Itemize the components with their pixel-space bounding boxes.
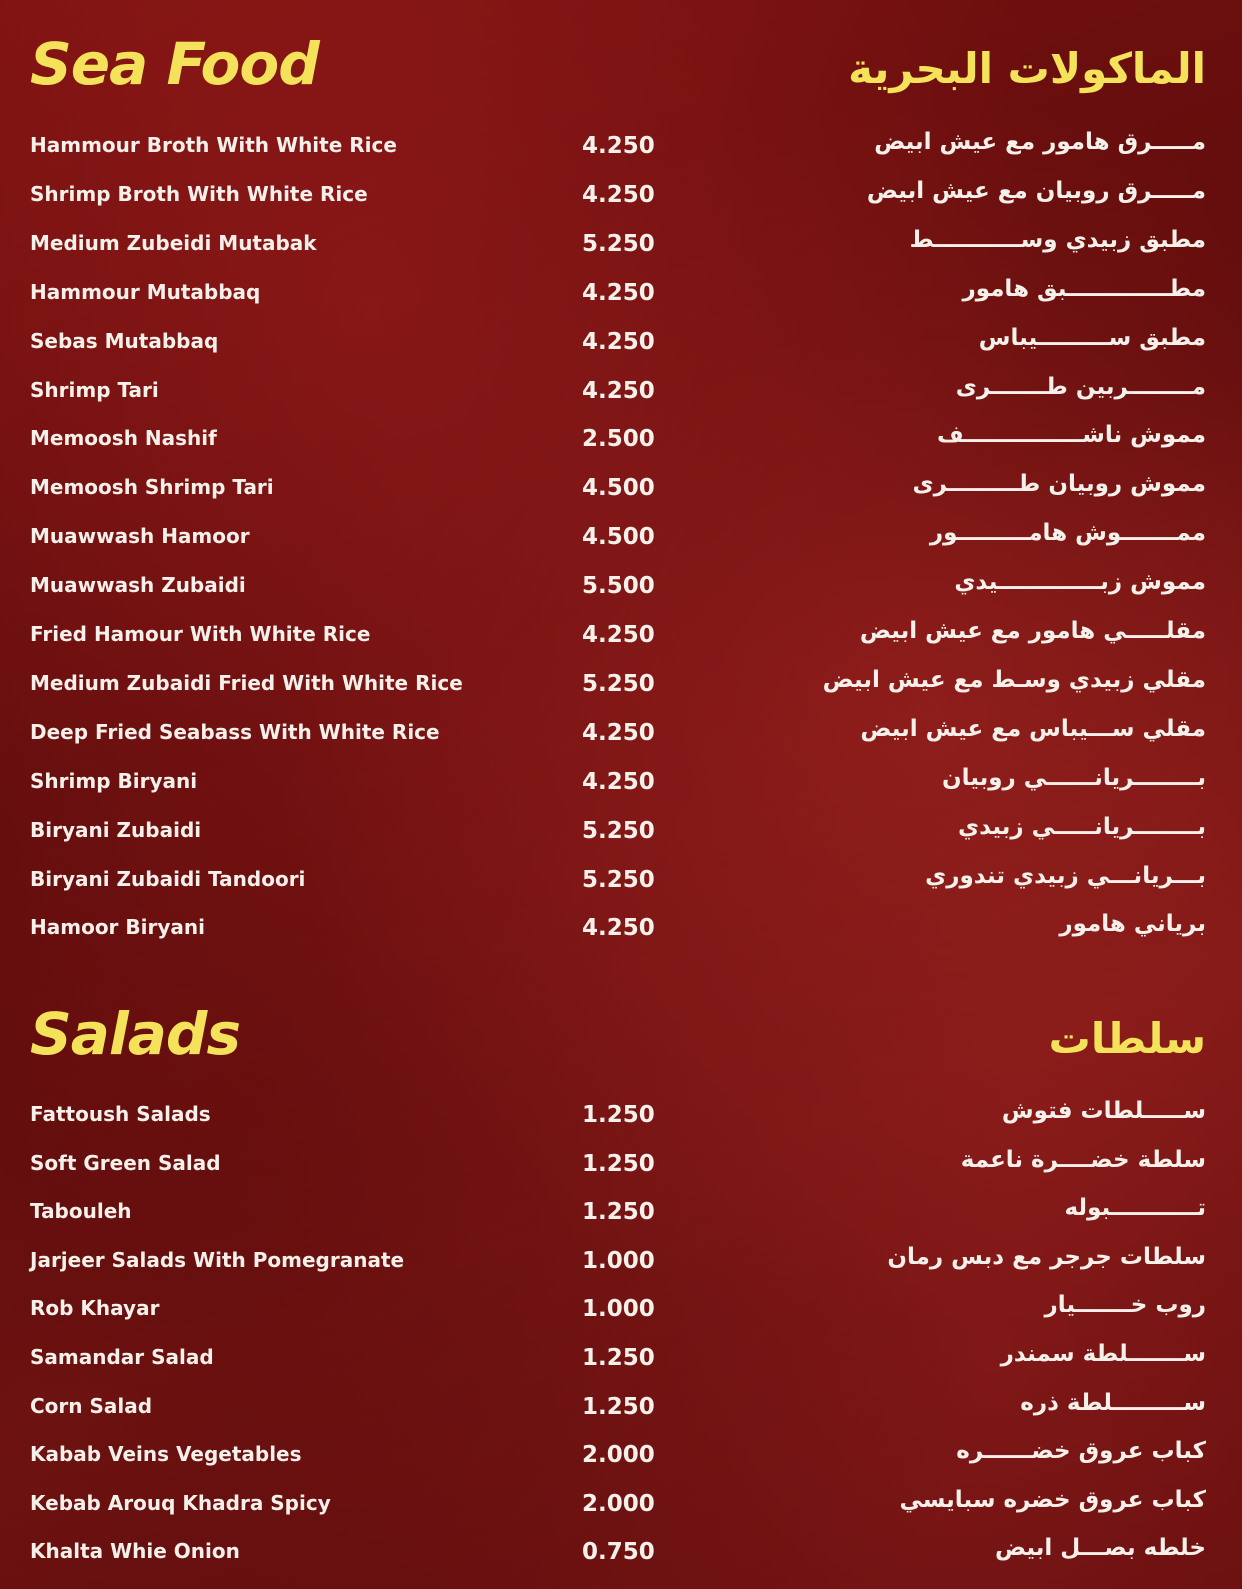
menu-item-name-en: Memoosh Shrimp Tari (30, 475, 274, 500)
menu-item-name-en: Kebab Arouq Khadra Spicy (30, 1490, 331, 1515)
menu-item-name-ar: بــــــــريانــــــي روبيان (941, 764, 1206, 791)
menu-item-row (0, 1292, 1242, 1336)
seafood-title-ar: الماكولات البحرية (848, 44, 1206, 93)
menu-item-row (0, 1486, 1242, 1531)
menu-item-price: 2.500 (582, 426, 655, 453)
menu-item-name-ar: برياني هامور (1059, 911, 1206, 938)
menu-item-name-ar: ســـــلطات فتوش (1001, 1098, 1206, 1124)
menu-item-row (0, 618, 1242, 662)
menu-item-name-ar: مـــــرق هامور مع عيش ابيض (874, 129, 1206, 155)
menu-item-name-ar: مطبق زبيدي وســـــــــــط (909, 226, 1206, 253)
menu-item-price: 1.250 (582, 1345, 655, 1371)
menu-item-name-ar: مقلـــــي هامور مع عيش ابيض (859, 618, 1206, 644)
menu-item-name-en: Jarjeer Salads With Pomegranate (30, 1247, 405, 1272)
menu-item-name-ar: مـــــرق روبيان مع عيش ابيض (866, 177, 1206, 204)
menu-item-name-en: Rob Khayar (30, 1296, 160, 1321)
menu-item-row (0, 764, 1242, 809)
menu-item-price: 4.250 (582, 915, 655, 942)
menu-item-name-ar: مموش ناشـــــــــــــــف (936, 422, 1206, 449)
menu-item-name-en: Hamoor Biryani (30, 915, 205, 940)
menu-item-name-en: Muawwash Hamoor (30, 524, 250, 549)
menu-item-price: 5.250 (582, 866, 655, 893)
menu-item-row (0, 569, 1242, 613)
menu-item-name-en: Muawwash Zubaidi (30, 573, 246, 598)
menu-item-price: 4.250 (582, 768, 655, 795)
menu-item-row (0, 1535, 1242, 1579)
menu-item-price: 5.250 (582, 230, 655, 257)
menu-item-row (0, 373, 1242, 418)
menu-item-name-en: Biryani Zubaidi (30, 817, 202, 842)
menu-item-row (0, 1438, 1242, 1482)
menu-item-price: 4.250 (582, 279, 655, 306)
menu-item-name-en: Sebas Mutabbaq (30, 328, 219, 353)
menu-item-row (0, 324, 1242, 369)
menu-item-row (0, 1098, 1242, 1142)
menu-item-name-ar: مموش زبـــــــــــــيدي (954, 569, 1206, 596)
menu-item-name-en: Soft Green Salad (30, 1150, 221, 1175)
menu-item-row (0, 177, 1242, 222)
menu-item-name-ar: تـــــــــــبوله (1064, 1195, 1206, 1222)
menu-item-price: 5.250 (582, 817, 655, 844)
menu-item-name-ar: ممـــــــوش هامـــــــــور (929, 520, 1206, 547)
menu-item-row (0, 520, 1242, 564)
menu-item-name-ar: سلطات جرجر مع دبس رمان (887, 1243, 1206, 1270)
menu-item-name-en: Deep Fried Seabass With White Rice (30, 719, 440, 744)
menu-item-name-ar: بـــريانـــي زبيدي تندوري (925, 862, 1206, 889)
menu-item-row (0, 715, 1242, 760)
menu-item-name-ar: بــــــــريانـــــي زبيدي (958, 813, 1206, 840)
menu-item-name-en: Hammour Mutabbaq (30, 279, 261, 304)
seafood-title-en: Sea Food (30, 30, 319, 98)
menu-item-price: 5.250 (582, 670, 655, 697)
menu-item-name-ar: مقلي ســـيباس مع عيش ابيض (860, 715, 1206, 742)
salads-title-ar: سلطات (1048, 1014, 1206, 1063)
menu-item-price: 0.750 (582, 1539, 655, 1566)
menu-item-name-en: Biryani Zubaidi Tandoori (30, 866, 306, 891)
menu-item-price: 1.250 (582, 1150, 655, 1177)
menu-item-row (0, 1243, 1242, 1288)
salads-section (0, 960, 1242, 1589)
menu-item-row (0, 129, 1242, 173)
menu-item-name-ar: روب خـــــــيار (1044, 1292, 1206, 1319)
menu-item-price: 1.250 (582, 1393, 655, 1420)
menu-item-price: 4.250 (582, 622, 655, 648)
menu-item-row (0, 862, 1242, 907)
menu-item-row (0, 1341, 1242, 1385)
menu-item-name-ar: سلطة خضــــرة ناعمة (960, 1146, 1206, 1173)
menu-item-price: 4.250 (582, 133, 655, 159)
menu-item-name-en: Khalta Whie Onion (30, 1539, 240, 1564)
menu-item-name-ar: مموش روبيان طـــــــــرى (912, 471, 1206, 498)
menu-item-name-en: Fried Hamour With White Rice (30, 622, 371, 646)
menu-item-row (0, 666, 1242, 711)
menu-item-row (0, 1195, 1242, 1239)
menu-item-name-en: Hammour Broth With White Rice (30, 133, 397, 157)
salads-title-en: Salads (30, 1000, 240, 1068)
menu-item-price: 2.000 (582, 1442, 655, 1469)
menu-item-name-ar: ســـــــــلطة ذره (1020, 1389, 1206, 1416)
menu-item-name-en: Memoosh Nashif (30, 426, 217, 451)
menu-item-name-ar: مطبق ســـــــــيباس (978, 324, 1206, 351)
menu-item-price: 1.250 (582, 1199, 655, 1226)
menu-item-name-en: Medium Zubaidi Fried With White Rice (30, 670, 463, 695)
menu-item-name-ar: كباب عروق خضــــــره (956, 1438, 1206, 1465)
menu-item-name-ar: مــــــــربين طـــــــرى (955, 373, 1206, 400)
menu-item-row (0, 813, 1242, 858)
menu-item-price: 1.250 (582, 1102, 655, 1128)
menu-item-price: 4.250 (582, 377, 655, 404)
menu-item-name-ar: مقلي زبيدي وسـط مع عيش ابيض (822, 666, 1206, 693)
menu-item-name-en: Shrimp Biryani (30, 768, 198, 793)
menu-item-row (0, 226, 1242, 271)
menu-item-name-ar: ســـــــلطة سمندر (1000, 1341, 1206, 1367)
menu-item-name-en: Kabab Veins Vegetables (30, 1442, 302, 1467)
menu-item-price: 4.250 (582, 719, 655, 746)
menu-item-row (0, 1389, 1242, 1434)
menu-item-row (0, 422, 1242, 466)
menu-item-price: 2.000 (582, 1490, 655, 1517)
menu-item-price: 4.250 (582, 181, 655, 208)
menu-item-name-ar: خلطه بصـــل ابيض (994, 1535, 1206, 1562)
menu-item-name-en: Tabouleh (30, 1199, 132, 1224)
menu-item-name-en: Fattoush Salads (30, 1102, 211, 1126)
menu-item-price: 4.500 (582, 524, 655, 551)
menu-item-name-ar: مطـــــــــــــبق هامور (962, 275, 1206, 302)
menu-item-row (0, 471, 1242, 515)
menu-item-price: 4.500 (582, 475, 655, 502)
menu-item-name-en: Shrimp Broth With White Rice (30, 181, 368, 206)
menu-item-row (0, 275, 1242, 320)
menu-item-row (0, 911, 1242, 955)
menu-item-price: 1.000 (582, 1247, 655, 1274)
menu-item-price: 4.250 (582, 328, 655, 355)
menu-item-name-en: Samandar Salad (30, 1345, 214, 1369)
menu-item-price: 1.000 (582, 1296, 655, 1323)
menu-item-name-en: Shrimp Tari (30, 377, 159, 402)
menu-item-name-en: Medium Zubeidi Mutabak (30, 230, 317, 255)
menu-item-price: 5.500 (582, 573, 655, 600)
menu-item-row (0, 1146, 1242, 1191)
menu-item-name-ar: كباب عروق خضره سبايسي (899, 1486, 1206, 1513)
menu-item-name-en: Corn Salad (30, 1393, 153, 1418)
